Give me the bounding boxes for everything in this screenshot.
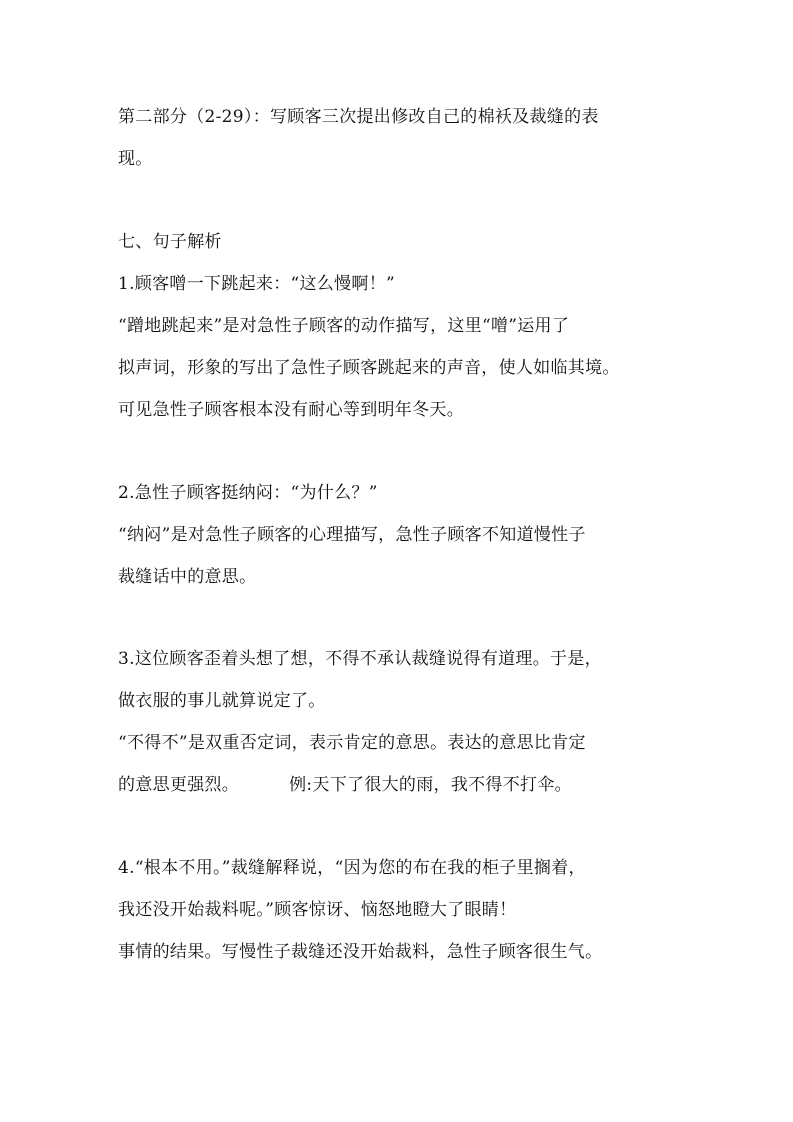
sentence-title: 3.这位顾客歪着头想了想，不得不承认裁缝说得有道理。于是， [118,649,602,669]
section-heading: 七、句子解析 [118,232,222,252]
paragraph-line: 裁缝话中的意思。 [118,567,257,587]
paragraph-line: “蹭地跳起来”是对急性子顾客的动作描写，这里“噌”运用了 [118,316,570,336]
example-text: 例:天下了很大的雨，我不得不打伞。 [289,775,572,795]
paragraph-line: 现。 [118,149,153,169]
paragraph-line: 第二部分（2-29）：写顾客三次提出修改自己的棉袄及裁缝的表 [118,107,599,127]
sentence-title: 2.急性子顾客挺纳闷：“为什么？” [118,483,378,503]
sentence-title: 1.顾客噌一下跳起来：“这么慢啊！” [118,274,396,294]
sentence-title: 我还没开始裁料呢。”顾客惊讶、恼怒地瞪大了眼睛！ [118,900,517,920]
sentence-title: 4.“根本不用。”裁缝解释说，“因为您的布在我的柜子里搁着， [118,858,586,878]
paragraph-line: 拟声词，形象的写出了急性子顾客跳起来的声音，使人如临其境。 [118,358,620,378]
paragraph-line: “纳闷”是对急性子顾客的心理描写，急性子顾客不知道慢性子 [118,525,586,545]
sentence-title: 做衣服的事儿就算说定了。 [118,691,326,711]
paragraph-line: “不得不”是双重否定词，表示肯定的意思。表达的意思比肯定 [118,733,586,753]
paragraph-line: 事情的结果。写慢性子裁缝还没开始裁料，急性子顾客很生气。 [118,942,603,962]
paragraph-line: 可见急性子顾客根本没有耐心等到明年冬天。 [118,400,464,420]
paragraph-text: 的意思更强烈。 [118,775,240,795]
paragraph-line [118,774,678,796]
